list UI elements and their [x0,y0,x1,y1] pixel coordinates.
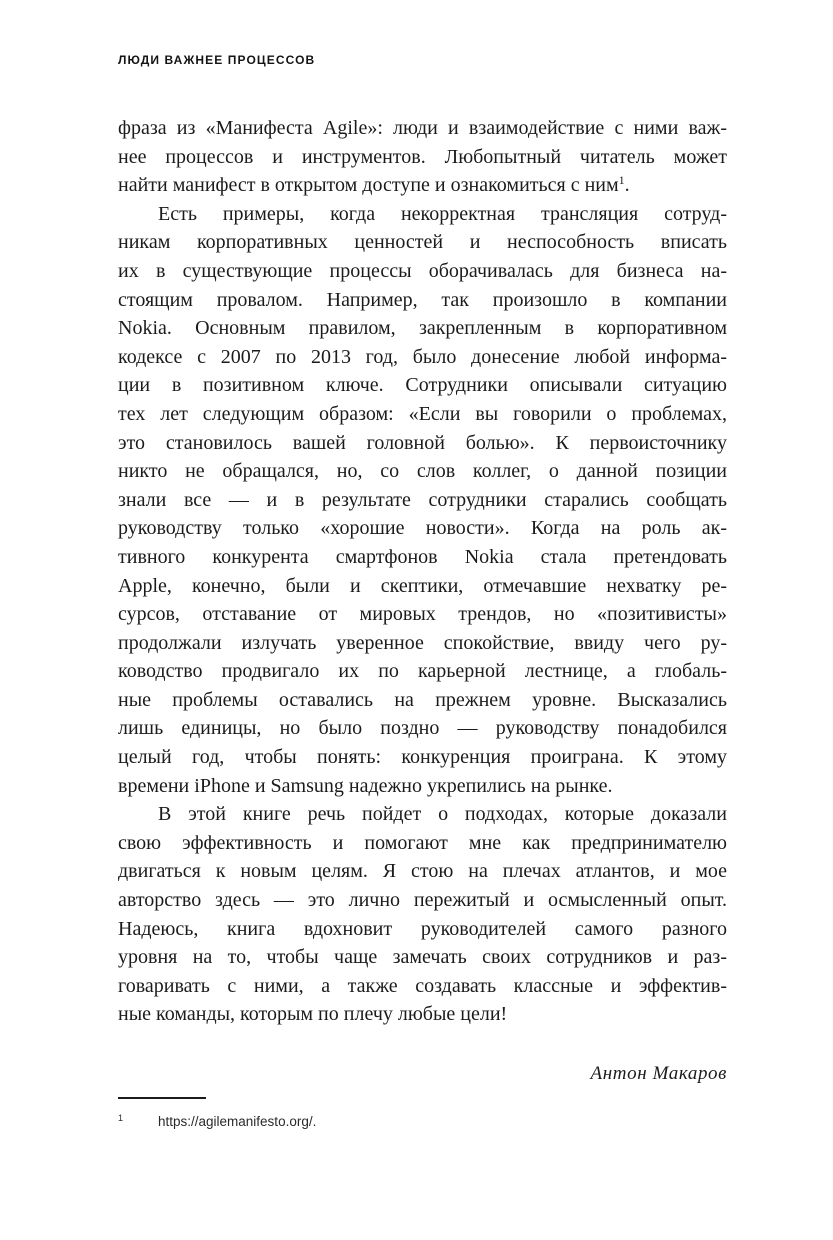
body-text [118,114,727,1029]
line-text: никто не обращался, но, со слов коллег, о данной позиции [118,460,727,483]
text-line [118,972,727,1001]
line-text: лишь единицы, но было поздно — руководству понадобился [118,717,727,740]
line-text: ные команды, которым по плечу любые цели! [118,1003,508,1026]
line-text: Есть примеры, когда некорректная трансляция сотруд- [158,202,727,225]
line-text: говаривать с ними, а также создавать классные и эффектив- [118,974,727,997]
text-line [118,371,727,400]
line-text: сурсов, отставание от мировых трендов, но «позитивисты» [118,603,727,626]
line-text: это становилось вашей головной болью». К первоисточнику [118,431,727,454]
text-line [118,600,727,629]
text-line [118,686,727,715]
text-line [118,228,727,257]
text-line [118,657,727,686]
text-line [118,457,727,486]
footnote-url-link[interactable]: https://agilemanifesto.org/ [158,1114,313,1129]
footnote-reference[interactable]: 1 [618,173,625,188]
text-line [118,200,727,229]
paragraph [118,114,727,200]
text-line [118,429,727,458]
running-header: ЛЮДИ ВАЖНЕЕ ПРОЦЕССОВ [118,53,316,67]
footnote-marker: 1 [118,1113,124,1123]
text-line [118,714,727,743]
paragraph [118,200,727,800]
author-signature: Антон Макаров [590,1063,727,1084]
text-line [118,743,727,772]
line-text: фраза из «Манифеста Agile»: люди и взаимодействие с ними важ- [118,117,727,139]
line-text: авторство здесь — это лично пережитый и осмысленный опыт. [118,889,727,912]
line-text: стоящим провалом. Например, так произошло в компании [118,288,727,311]
text-line [118,572,727,601]
line-text: нее процессов и инструментов. Любопытный читатель может [118,145,727,168]
paragraph [118,800,727,1029]
line-text-tail: . [624,174,630,197]
line-text: тивного конкурента смартфонов Nokia стала претендовать [118,545,727,568]
text-line [118,171,727,200]
text-line [118,943,727,972]
line-text: Надеюсь, книга вдохновит руководителей самого разного [118,917,727,940]
text-line [118,400,727,429]
line-text: Nokia. Основным правилом, закрепленным в корпоративном [118,317,727,340]
line-text: их в существующие процессы оборачивалась для бизнеса на- [118,259,727,282]
text-line [118,486,727,515]
line-text: тех лет следующим образом: «Если вы говорили о проблемах, [118,402,727,425]
line-text: Apple, конечно, были и скептики, отмечавшие нехватку ре- [118,574,727,597]
text-line [118,886,727,915]
line-text: ции в позитивном ключе. Сотрудники описывали ситуацию [118,374,727,397]
line-text: двигаться к новым целям. Я стою на плечах атлантов, и мое [118,860,727,883]
line-text: ководство продвигало их по карьерной лестнице, а глобаль- [118,660,727,683]
line-text: уровня на то, чтобы чаще замечать своих сотрудников и раз- [118,946,727,969]
footnote-punctuation: . [312,1114,317,1129]
text-line [118,629,727,658]
text-line [118,343,727,372]
line-text: ные проблемы оставались на прежнем уровне. Высказались [118,688,727,711]
line-text: времени iPhone и Samsung надежно укрепились на рынке. [118,774,613,797]
line-text: продолжали излучать уверенное спокойствие, ввиду чего ру- [118,631,727,654]
line-text: найти манифест в открытом доступе и ознакомиться с ним [118,174,619,197]
line-text: В этой книге речь пойдет о подходах, которые доказали [158,803,727,826]
footnote-text [158,1114,316,1130]
line-text: руководству только «хорошие новости». Когда на роль ак- [118,517,727,540]
text-line [118,915,727,944]
text-line [118,800,727,829]
text-line [118,772,727,801]
line-text: никам корпоративных ценностей и неспособность вписать [118,231,727,254]
text-line [118,314,727,343]
line-text: целый год, чтобы понять: конкуренция проиграна. К этому [118,746,727,769]
text-line [118,514,727,543]
text-line [118,257,727,286]
line-text: свою эффективность и помогают мне как предпринимателю [118,831,727,854]
line-text: кодексе с 2007 по 2013 год, было донесение любой информа- [118,345,727,368]
text-line [118,1000,727,1029]
text-line [118,829,727,858]
text-line [118,543,727,572]
text-line [118,114,727,143]
footnote-separator [118,1097,206,1099]
text-line [118,857,727,886]
text-line [118,143,727,172]
text-line [118,286,727,315]
line-text: знали все — и в результате сотрудники старались сообщать [118,488,727,511]
